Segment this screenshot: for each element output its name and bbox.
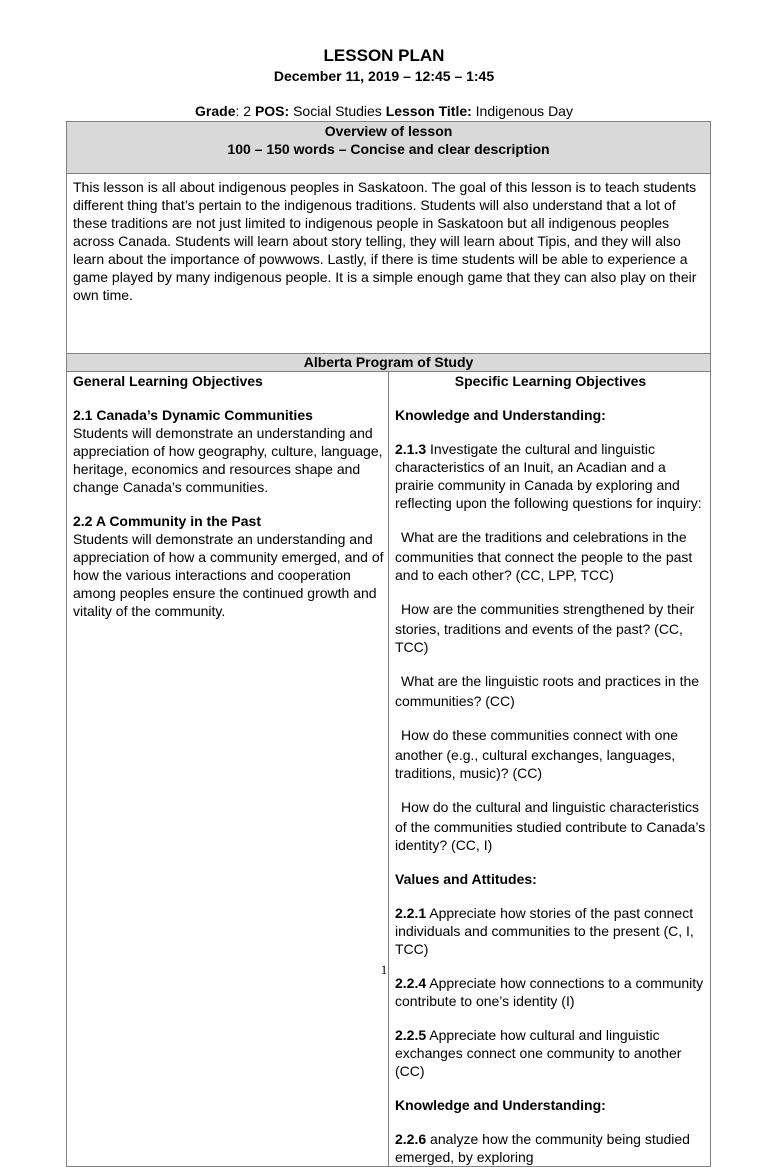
general-objective-text: Students will demonstrate an understanding and appreciation of how geography, culture, language, heritage, economics and resources shape and change Canada’s communities.: [73, 425, 383, 495]
lesson-date: December 11, 2019 – 12:45 – 1:45: [273, 68, 495, 84]
objective-2-1-3: [395, 440, 706, 512]
general-objective-text: Students will demonstrate an understanding and appreciation of how a community emerged, and of how the various interactions and cooperation among peoples ensure the continued growth and vitality of the community.: [73, 531, 384, 619]
general-objective-title: 2.2 A Community in the Past: [73, 513, 261, 529]
values-attitudes-heading: Values and Attitudes:: [395, 871, 537, 887]
lesson-meta-line: [0, 103, 768, 119]
inquiry-question: [395, 600, 706, 656]
inquiry-question: [395, 726, 706, 782]
objective-2-2-1: [395, 904, 706, 958]
lesson-title-value: Indigenous Day: [471, 103, 573, 119]
lesson-title-label: Lesson Title:: [385, 103, 472, 119]
inquiry-question: [395, 528, 706, 584]
pos-value: Social Studies: [289, 103, 386, 119]
objective-text: analyze how the community being studied emerged, by exploring: [395, 1131, 690, 1165]
specific-objectives-column: [389, 372, 711, 1167]
document-title: LESSON PLAN: [323, 46, 445, 65]
objective-2-2-5: [395, 1026, 706, 1080]
general-objectives-heading: General Learning Objectives: [73, 373, 263, 389]
overview-subheading: 100 – 150 words – Concise and clear description: [227, 141, 550, 157]
objective-2-2-4: [395, 974, 706, 1010]
objective-code: 2.2.6: [395, 1131, 427, 1147]
inquiry-question-text: What are the linguistic roots and practices in the communities? (CC): [395, 673, 700, 709]
overview-heading: Overview of lesson: [324, 123, 453, 139]
program-of-study-header: Alberta Program of Study: [67, 354, 711, 372]
inquiry-question-text: How do these communities connect with one another (e.g., cultural exchanges, languages, traditions, music)? (CC): [395, 727, 679, 781]
objective-code: 2.2.1: [395, 905, 427, 921]
objective-text: Appreciate how cultural and linguistic exchanges connect one community to another (CC): [395, 1027, 682, 1079]
lesson-plan-table: [66, 121, 711, 1167]
specific-objectives-heading: Specific Learning Objectives: [454, 373, 647, 389]
inquiry-question-text: What are the traditions and celebrations in the communities that connect the people to the past and to each other? (CC, LPP, TCC): [395, 529, 693, 583]
objective-text: Appreciate how stories of the past connect individuals and communities to the present (C, I, TCC): [395, 905, 694, 957]
overview-header: [67, 122, 711, 174]
objective-text: Investigate the cultural and linguistic characteristics of an Inuit, an Acadian and a prairie community in Canada by exploring and reflecting upon the following questions for inquiry:: [395, 441, 702, 511]
overview-description: This lesson is all about indigenous peoples in Saskatoon. The goal of this lesson is to teach students different thing that’s pertain to the indigenous traditions. Students will also understand that a lot of these traditions are not just limited to indigenous people in Saskatoon but all indigenous peoples across Canada. Students will learn about story telling, they will learn about Tipis, and they will also learn about the importance of powwows. Lastly, if there is time students will be able to experience a game played by many indigenous people. It is a simple enough game that they can also play on their own time.: [67, 174, 711, 354]
objective-code: 2.2.5: [395, 1027, 427, 1043]
objective-code: 2.1.3: [395, 441, 427, 457]
objective-code: 2.2.4: [395, 975, 427, 991]
page-number: 1: [380, 962, 388, 977]
inquiry-question: [395, 798, 706, 854]
general-objective-title: 2.1 Canada’s Dynamic Communities: [73, 407, 313, 423]
grade-label: Grade: [195, 103, 236, 119]
inquiry-question-text: How do the cultural and linguistic characteristics of the communities studied contribute to Canada’s identity? (CC, I): [395, 799, 706, 853]
knowledge-understanding-heading: Knowledge and Understanding:: [395, 407, 606, 423]
objective-text: Appreciate how connections to a community contribute to one’s identity (I): [395, 975, 704, 1009]
grade-value: : 2: [235, 103, 255, 119]
inquiry-question-text: How are the communities strengthened by their stories, traditions and events of the past? (CC, TCC): [395, 601, 695, 655]
general-objectives-column: [67, 372, 389, 1167]
pos-label: POS:: [254, 103, 290, 119]
objective-2-2-6: [395, 1130, 706, 1166]
knowledge-understanding-heading-2: Knowledge and Understanding:: [395, 1097, 606, 1113]
inquiry-question: [395, 672, 706, 710]
